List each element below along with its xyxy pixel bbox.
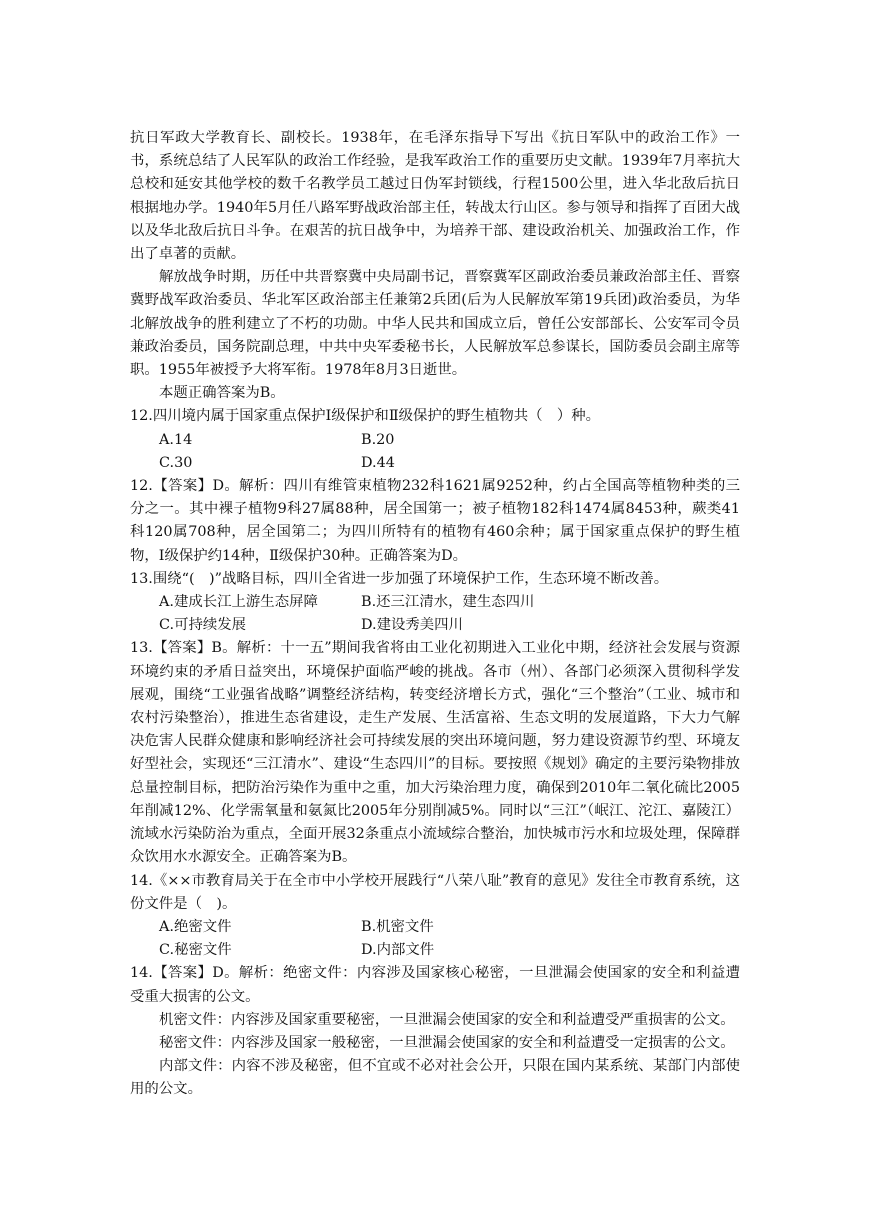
document-body [130, 127, 740, 1102]
question-12-options-row-1 [130, 429, 740, 452]
option-b: B.机密文件 [361, 918, 434, 935]
question-12-options-row-2 [130, 452, 740, 475]
answer-14-note-secret: 秘密文件：内容涉及国家一般秘密，一旦泄漏会使国家的安全和利益遭受一定损害的公文。 [159, 1034, 735, 1051]
option-d: D.44 [361, 454, 395, 471]
option-a: A.14 [159, 431, 193, 448]
question-13-options-row-1 [130, 591, 740, 614]
intro-answer-line: 本题正确答案为B。 [159, 385, 285, 402]
question-13: 13.围绕“( )”战略目标，四川全省进一步加强了环境保护工作，生态环境不断改善。 [130, 570, 669, 587]
option-c: C.秘密文件 [159, 942, 232, 959]
option-d: D.内部文件 [361, 942, 435, 959]
answer-14-note-internal: 内部文件：内容不涉及秘密，但不宜或不必对社会公开，只限在国内某系统、某部门内部使用的公文。 [130, 1058, 740, 1098]
question-13-options-row-2 [130, 614, 740, 637]
option-d: D.建设秀美四川 [361, 617, 463, 634]
option-b: B.还三江清水，建生态四川 [361, 594, 535, 611]
option-a: A.建成长江上游生态屏障 [159, 594, 318, 611]
question-14-options-row-2 [130, 939, 740, 962]
question-14-options-row-1 [130, 916, 740, 939]
intro-paragraph-2: 解放战争时期，历任中共晋察冀中央局副书记，晋察冀军区副政治委员兼政治部主任、晋察冀野战军政治委员、华北军区政治部主任兼第2兵团(后为人民解放军第19兵团)政治委员，为华北解放战争的胜利建立了不朽的功勋。中华人民共和国成立后，曾任公安部部长、公安军司令员兼政治委员，国务院副总理，中共中央军委秘书长，人民解放军总参谋长，国防委员会副主席等职。1955年被授予大将军衔。1978年8月3日逝世。 [130, 269, 740, 379]
option-b: B.20 [361, 431, 395, 448]
answer-12: 12.【答案】D。解析：四川有维管束植物232科1621属9252种，约占全国高等植物种类的三分之一。其中裸子植物9科27属88种，居全国第一；被子植物182科1474属8453种，蕨类41科120属708种，居全国第二；为四川所特有的植物有460余种；属于国家重点保护的野生植物，Ⅰ级保护约14种，Ⅱ级保护30种。正确答案为D。 [130, 478, 740, 564]
answer-14: 14.【答案】D。解析：绝密文件：内容涉及国家核心秘密，一旦泄漏会使国家的安全和利益遭受重大损害的公文。 [130, 965, 740, 1005]
intro-paragraph-1: 抗日军政大学教育长、副校长。1938年，在毛泽东指导下写出《抗日军队中的政治工作》一书，系统总结了人民军队的政治工作经验，是我军政治工作的重要历史文献。1939年7月率抗大总校和延安其他学校的数千名教学员工越过日伪军封锁线，行程1500公里，进入华北敌后抗日根据地办学。1940年5月任八路军野战政治部主任，转战太行山区。参与领导和指挥了百团大战以及华北敌后抗日斗争。在艰苦的抗日战争中，为培养干部、建设政治机关、加强政治工作，作出了卓著的贡献。 [130, 130, 740, 263]
option-c: C.30 [159, 454, 193, 471]
option-c: C.可持续发展 [159, 617, 247, 634]
question-12: 12.四川境内属于国家重点保护Ⅰ级保护和Ⅱ级保护的野生植物共（ ）种。 [130, 408, 601, 425]
option-a: A.绝密文件 [159, 918, 232, 935]
answer-14-note-confidential: 机密文件：内容涉及国家重要秘密，一旦泄漏会使国家的安全和利益遭受严重损害的公文。 [159, 1011, 735, 1028]
question-14: 14.《××市教育局关于在全市中小学校开展践行“八荣八耻”教育的意见》发往全市教育系统，这份文件是（ )。 [130, 872, 740, 912]
answer-13: 13.【答案】B。解析：十一五”期间我省将由工业化初期进入工业化中期，经济社会发展与资源环境约束的矛盾日益突出，环境保护面临严峻的挑战。各市（州）、各部门必须深入贯彻科学发展观，围绕“工业强省战略”调整经济结构，转变经济增长方式，强化“三个整治”（工业、城市和农村污染整治），推进生态省建设，走生产发展、生活富裕、生态文明的发展道路，下大力气解决危害人民群众健康和影响经济社会可持续发展的突出环境问题，努力建设资源节约型、环境友好型社会，实现还“三江清水”、建设“生态四川”的目标。要按照《规划》确定的主要污染物排放总量控制目标，把防治污染作为重中之重，加大污染治理力度，确保到2010年二氧化硫比2005年削减12%、化学需氧量和氨氮比2005年分别削减5%。同时以“三江”（岷江、沱江、嘉陵江）流域水污染防治为重点，全面开展32条重点小流域综合整治，加快城市污水和垃圾处理，保障群众饮用水水源安全。正确答案为B。 [130, 640, 740, 866]
